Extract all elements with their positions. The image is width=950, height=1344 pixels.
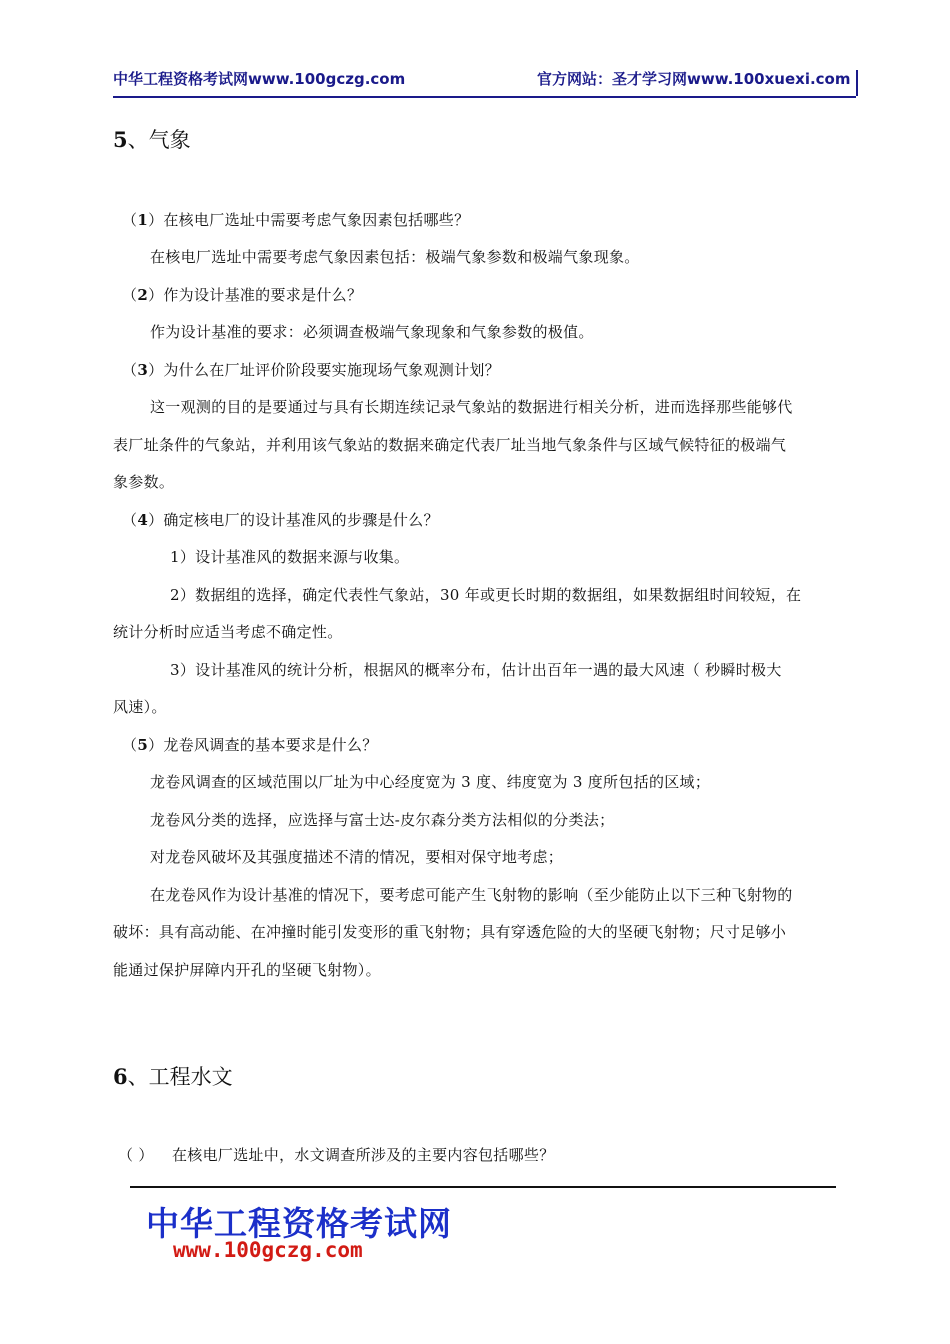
step-1: 1）设计基准风的数据来源与收集。 — [170, 548, 410, 566]
header-divider — [113, 96, 856, 98]
answer-3-line-3: 象参数。 — [113, 473, 175, 491]
question-2-number: 2 — [137, 286, 149, 304]
section-6-title: 、工程水文 — [127, 1065, 233, 1089]
step-2-line-1: 2）数据组的选择，确定代表性气象站，30 年或更长时期的数据组，如果数据组时间较短，在 — [170, 586, 802, 604]
answer-5-item-2: 龙卷风分类的选择，应选择与富士达-皮尔森分类方法相似的分类法； — [150, 811, 615, 829]
section-6-question-text: 在核电厂选址中，水文调查所涉及的主要内容包括哪些？ — [172, 1146, 555, 1164]
question-5: （5）龙卷风调查的基本要求是什么？ — [122, 736, 378, 754]
footer-logo-url: www.100gczg.com — [173, 1238, 363, 1262]
step-2-line-2: 统计分析时应适当考虑不确定性。 — [113, 623, 343, 641]
section-6-number: 6 — [113, 1064, 128, 1089]
footer-logo-title: 中华工程资格考试网 — [146, 1204, 452, 1243]
step-3-line-2: 风速）。 — [113, 698, 167, 716]
answer-5-item-3: 对龙卷风破坏及其强度描述不清的情况，要相对保守地考虑； — [150, 848, 564, 866]
answer-3-line-1: 这一观测的目的是要通过与具有长期连续记录气象站的数据进行相关分析，进而选择那些能够代 — [150, 398, 793, 416]
header-left-site: 中华工程资格考试网www.100gczg.com — [113, 70, 406, 88]
question-3-number: 3 — [137, 361, 149, 379]
header-right-site: 官方网站：圣才学习网www.100xuexi.com — [537, 70, 851, 88]
answer-2: 作为设计基准的要求：必须调查极端气象现象和气象参数的极值。 — [150, 323, 594, 341]
section-5-heading — [113, 124, 191, 154]
question-2: （2）作为设计基准的要求是什么？ — [122, 286, 363, 304]
question-1-number: 1 — [137, 211, 149, 229]
question-4: （4）确定核电厂的设计基准风的步骤是什么？ — [122, 511, 439, 529]
answer-5-item-4-line-2: 破坏：具有高动能、在冲撞时能引发变形的重飞射物；具有穿透危险的大的坚硬飞射物；尺寸足够小 — [113, 923, 787, 941]
question-4-number: 4 — [137, 511, 149, 529]
answer-1: 在核电厂选址中需要考虑气象因素包括：极端气象参数和极端气象现象。 — [150, 248, 640, 266]
question-1-text: 在核电厂选址中需要考虑气象因素包括哪些？ — [163, 211, 470, 229]
answer-3-line-2: 表厂址条件的气象站，并利用该气象站的数据来确定代表厂址当地气象条件与区域气候特征的极端气 — [113, 436, 787, 454]
section-5-number: 5 — [113, 127, 128, 152]
section-6-heading — [113, 1061, 233, 1091]
question-3: （3）为什么在厂址评价阶段要实施现场气象观测计划？ — [122, 361, 500, 379]
footer-divider — [130, 1186, 836, 1188]
answer-5-item-1: 龙卷风调查的区域范围以厂址为中心经度宽为 3 度、纬度宽为 3 度所包括的区域； — [150, 773, 711, 791]
question-2-text: 作为设计基准的要求是什么？ — [163, 286, 363, 304]
question-4-text: 确定核电厂的设计基准风的步骤是什么？ — [163, 511, 439, 529]
section-5-title: 、气象 — [127, 128, 191, 152]
header-edge-bar — [856, 70, 858, 96]
step-3-line-1: 3）设计基准风的统计分析，根据风的概率分布，估计出百年一遇的最大风速（ 秒瞬时极大 — [170, 661, 782, 679]
question-1: （1）在核电厂选址中需要考虑气象因素包括哪些？ — [122, 211, 470, 229]
answer-5-item-4-line-1: 在龙卷风作为设计基准的情况下，要考虑可能产生飞射物的影响（至少能防止以下三种飞射物的 — [150, 886, 793, 904]
answer-5-item-4-line-3: 能通过保护屏障内开孔的坚硬飞射物）。 — [113, 961, 381, 979]
question-5-text: 龙卷风调查的基本要求是什么？ — [163, 736, 378, 754]
section-6-question-marker: （ ） — [118, 1146, 154, 1164]
question-3-text: 为什么在厂址评价阶段要实施现场气象观测计划？ — [163, 361, 500, 379]
question-5-number: 5 — [137, 736, 149, 754]
